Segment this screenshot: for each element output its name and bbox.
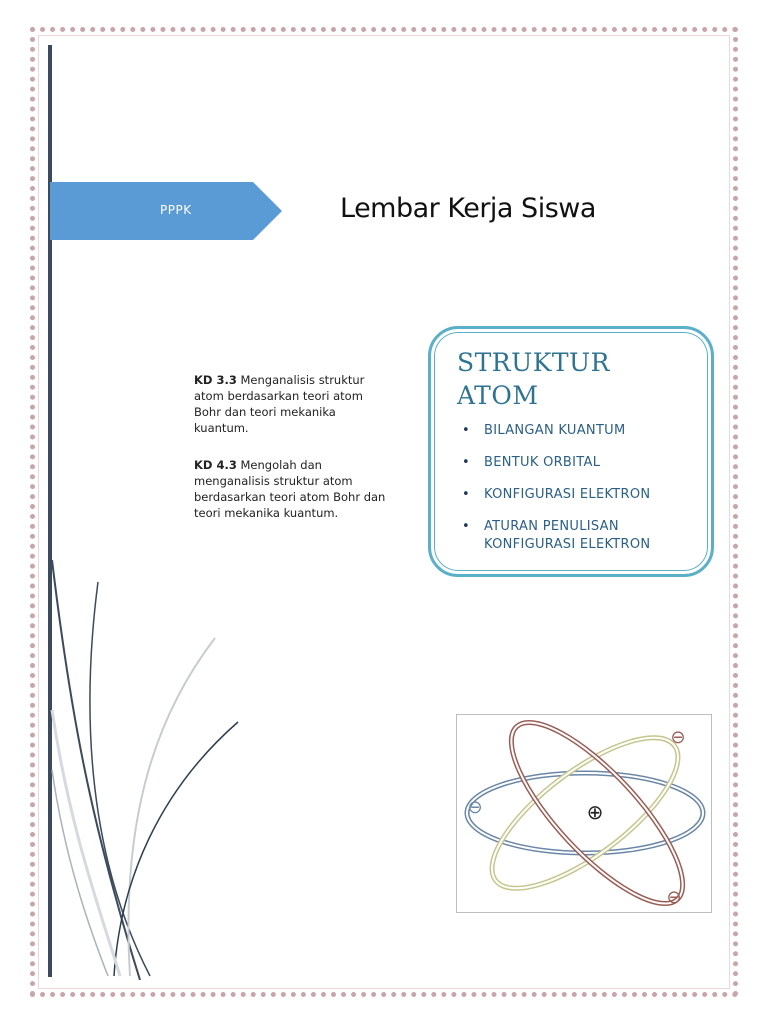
electron-icon: ⊖ — [666, 887, 682, 908]
topic-list — [462, 422, 707, 568]
list-item: • KONFIGURASI ELEKTRON — [462, 486, 707, 504]
list-item: • BENTUK ORBITAL — [462, 454, 707, 472]
electron-icon: ⊖ — [670, 727, 686, 748]
list-item: • BILANGAN KUANTUM — [462, 422, 707, 440]
competency-text: Mengolah dan menganalisis struktur atom berdasarkan teori atom Bohr dan teori mekanika kuantum. — [194, 458, 386, 520]
electron-icon: ⊖ — [467, 797, 483, 818]
banner-label: PPPK — [160, 203, 192, 217]
competency-kd-4-3 — [194, 457, 389, 521]
topic-title: STRUKTUR ATOM — [457, 348, 610, 410]
page-title: Lembar Kerja Siswa — [340, 193, 596, 224]
atom-diagram — [457, 715, 711, 912]
list-item: • ATURAN PENULISAN KONFIGURASI ELEKTRON — [462, 518, 707, 554]
competency-text: Menganalisis struktur atom berdasarkan teori atom Bohr dan teori mekanika kuantum. — [194, 373, 365, 435]
nucleus-icon: ⊕ — [586, 800, 604, 824]
decorative-swoosh — [50, 560, 250, 980]
competency-code: KD 3.3 — [194, 373, 237, 387]
competency-kd-3-3 — [194, 372, 389, 436]
competency-code: KD 4.3 — [194, 458, 237, 472]
atom-illustration — [456, 714, 712, 913]
